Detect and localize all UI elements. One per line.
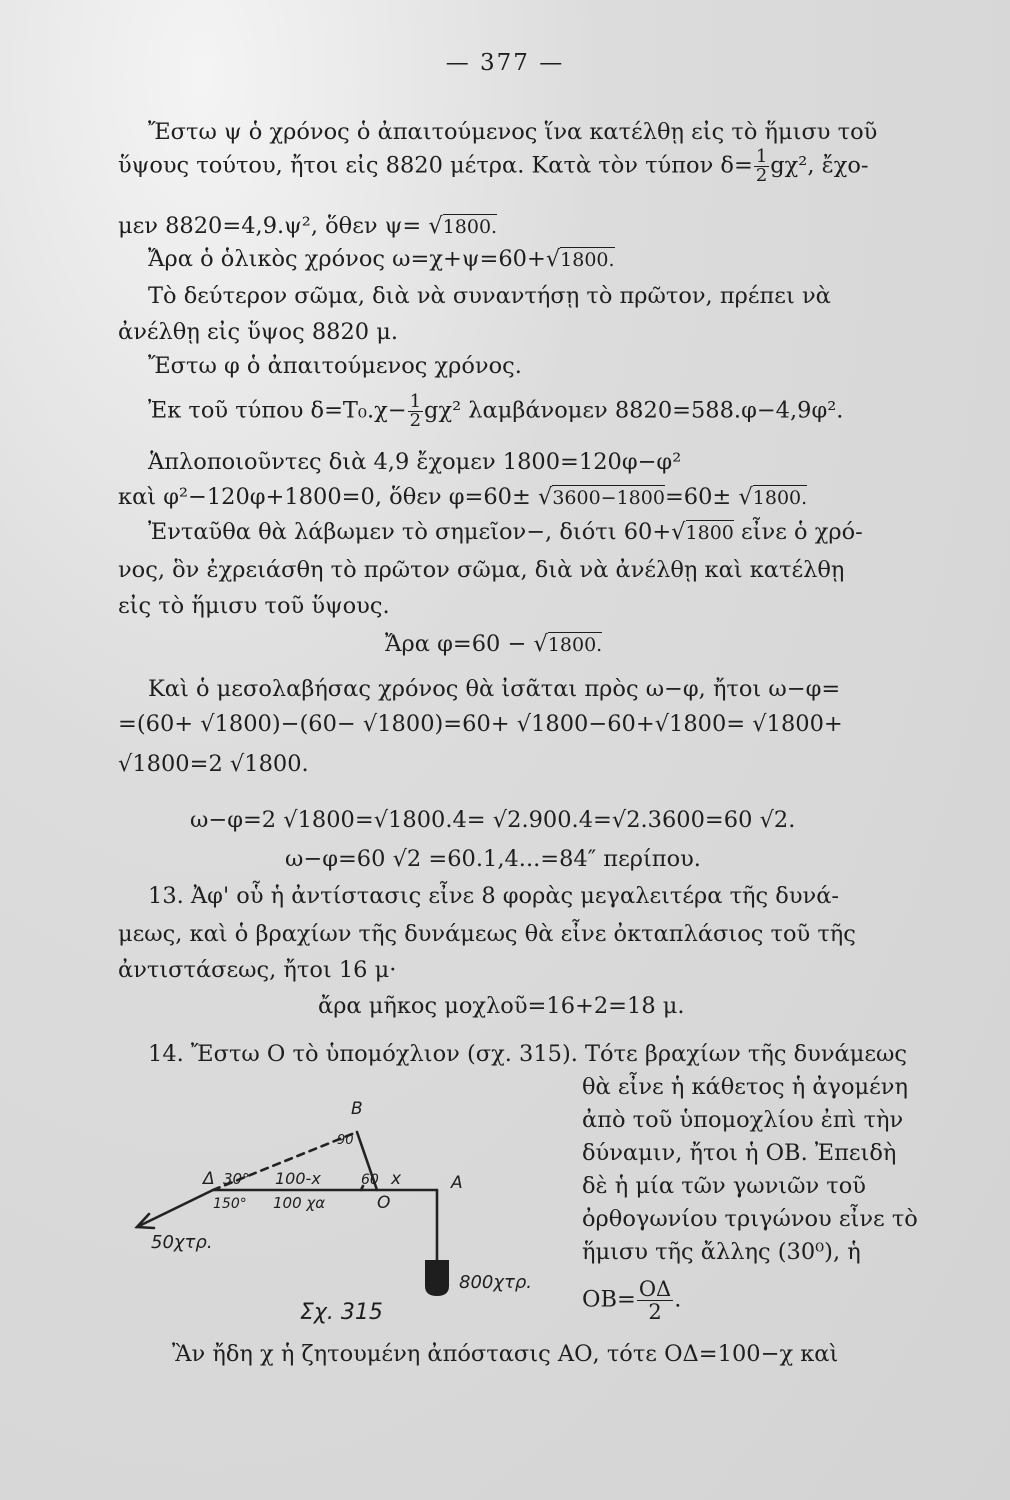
radicand: 3600−1800	[552, 487, 665, 509]
text-line: δύναμιν, ἤτοι ἡ ΟΒ. Ἐπειδὴ	[582, 1140, 897, 1166]
fraction-denominator: 2	[648, 1300, 662, 1324]
radicand: 1800.	[547, 634, 603, 656]
lever-diagram	[125, 1090, 575, 1330]
text-line	[148, 245, 615, 274]
label-weight: 800χτρ.	[459, 1272, 532, 1293]
text-line: δὲ ἡ μία τῶν γωνιῶν τοῦ	[582, 1173, 866, 1199]
text-line: ἄρα μῆκος μοχλοῦ=16+2=18 μ.	[318, 993, 685, 1019]
radicand: 1800.	[560, 249, 615, 271]
text-line: √1800=2 √1800.	[118, 751, 309, 777]
fraction-numerator: 1	[755, 146, 768, 167]
text-line	[118, 212, 497, 241]
text-line: 13. Ἀφ' οὗ ἡ ἀντίστασις εἶνε 8 φορὰς μεγαλειτέρα τῆς δυνά-	[148, 883, 839, 909]
label-x: x	[391, 1169, 402, 1189]
text-line	[148, 393, 843, 430]
fraction-denominator: 2	[755, 165, 768, 186]
text-line: ἀπὸ τοῦ ὑπομοχλίου ἐπὶ τὴν	[582, 1107, 904, 1133]
label-force: 50χτρ.	[151, 1232, 213, 1253]
label-angle-90: 90	[337, 1133, 354, 1148]
text-line: εἰς τὸ ἥμισυ τοῦ ὕψους.	[118, 593, 390, 619]
text-span: εἶνε ὁ χρό-	[733, 519, 863, 545]
text-line	[148, 518, 863, 547]
figure-caption: Σχ. 315	[300, 1300, 383, 1325]
label-B: B	[351, 1099, 363, 1119]
text-span: gχ² λαμβάνομεν 8820=588.φ−4,9φ².	[424, 397, 844, 424]
text-line: ὀρθογωνίου τριγώνου εἶνε τὸ	[582, 1206, 918, 1232]
text-span: μεν 8820=4,9.ψ², ὅθεν ψ= √	[118, 213, 443, 239]
text-line: νος, ὃν ἐχρειάσθη τὸ πρῶτον σῶμα, διὰ νὰ ἀνέλθῃ καὶ κατέλθῃ	[118, 557, 845, 583]
label-A: A	[451, 1173, 463, 1193]
label-angle-30: 30°	[223, 1170, 250, 1188]
fraction	[754, 148, 769, 185]
text-line: ἀνέλθῃ εἰς ὕψος 8820 μ.	[118, 319, 399, 345]
text-line: ω−φ=60 √2 =60.1,4...=84″ περίπου.	[285, 846, 701, 872]
label-angle-60: 60	[361, 1172, 379, 1188]
text-line	[385, 630, 602, 659]
label-D: Δ	[203, 1169, 215, 1189]
text-line: =(60+ √1800)−(60− √1800)=60+ √1800−60+√1800= √1800+	[118, 711, 843, 737]
text-line: ἥμισυ τῆς ἄλλης (30⁰), ἡ	[582, 1239, 861, 1265]
text-span: gχ², ἔχο-	[770, 152, 869, 179]
fraction-numerator: ΟΔ	[638, 1277, 672, 1301]
text-line: θὰ εἶνε ἡ κάθετος ἡ ἀγομένη	[582, 1074, 908, 1100]
weight-shape	[425, 1260, 449, 1296]
radicand: 1800	[685, 522, 734, 544]
fraction-numerator: 1	[409, 391, 422, 412]
text-line: μεως, καὶ ὁ βραχίων τῆς δυνάμεως θὰ εἶνε ὀκταπλάσιος τοῦ τῆς	[118, 921, 856, 947]
label-O: O	[377, 1193, 391, 1213]
label-100-x: 100-x	[275, 1169, 321, 1188]
page-number: — 377 —	[445, 50, 565, 76]
text-line: 14. Ἔστω Ο τὸ ὑπομόχλιον (σχ. 315). Τότε βραχίων τῆς δυνάμεως	[148, 1041, 907, 1067]
text-line: Ἂν ἤδη χ ἡ ζητουμένη ἀπόστασις ΑΟ, τότε ΟΔ=100−χ καὶ	[172, 1341, 839, 1367]
text-span: ὕψους τούτου, ἤτοι εἰς 8820 μέτρα. Κατὰ τὸν τύπον δ=	[118, 152, 753, 179]
text-line: Ἁπλοποιοῦντες διὰ 4,9 ἔχομεν 1800=120φ−φ²	[148, 449, 682, 475]
text-line: Καὶ ὁ μεσολαβήσας χρόνος θὰ ἰσᾶται πρὸς ω−φ, ἤτοι ω−φ=	[148, 676, 841, 702]
text-span: Ἄρα φ=60 − √	[385, 631, 548, 657]
fraction-denominator: 2	[409, 410, 422, 431]
text-line: ω−φ=2 √1800=√1800.4= √2.900.4=√2.3600=60 √2.	[190, 807, 796, 833]
label-100-ch: 100 χα	[273, 1194, 326, 1212]
text-span: .	[674, 1286, 682, 1313]
radicand: 1800.	[442, 216, 498, 238]
text-span: καὶ φ²−120φ+1800=0, ὅθεν φ=60± √	[118, 484, 553, 510]
text-line: ἀντιστάσεως, ἤτοι 16 μ·	[118, 957, 397, 983]
text-span: ΟΒ=	[582, 1286, 636, 1313]
text-span: Ἐκ τοῦ τύπου δ=T₀.χ−	[148, 397, 407, 424]
text-span: Ἄρα ὁ ὁλικὸς χρόνος ω=χ+ψ=60+√	[148, 246, 561, 272]
text-line	[582, 1278, 681, 1323]
text-line: Ἔστω ψ ὁ χρόνος ὁ ἀπαιτούμενος ἵνα κατέλθῃ εἰς τὸ ἥμισυ τοῦ	[148, 119, 878, 145]
fraction	[408, 393, 423, 430]
fraction	[637, 1278, 673, 1323]
text-line	[118, 483, 807, 512]
text-span: Ἐνταῦθα θὰ λάβωμεν τὸ σημεῖον−, διότι 60+√	[148, 519, 686, 545]
text-line: Ἔστω φ ὁ ἀπαιτούμενος χρόνος.	[148, 353, 522, 379]
text-line	[118, 148, 868, 185]
label-angle-150: 150°	[213, 1196, 247, 1212]
text-line: Τὸ δεύτερον σῶμα, διὰ νὰ συναντήσῃ τὸ πρῶτον, πρέπει νὰ	[148, 283, 831, 309]
force-line	[137, 1190, 213, 1227]
radicand: 1800.	[752, 487, 808, 509]
text-span: =60± √	[664, 484, 753, 510]
